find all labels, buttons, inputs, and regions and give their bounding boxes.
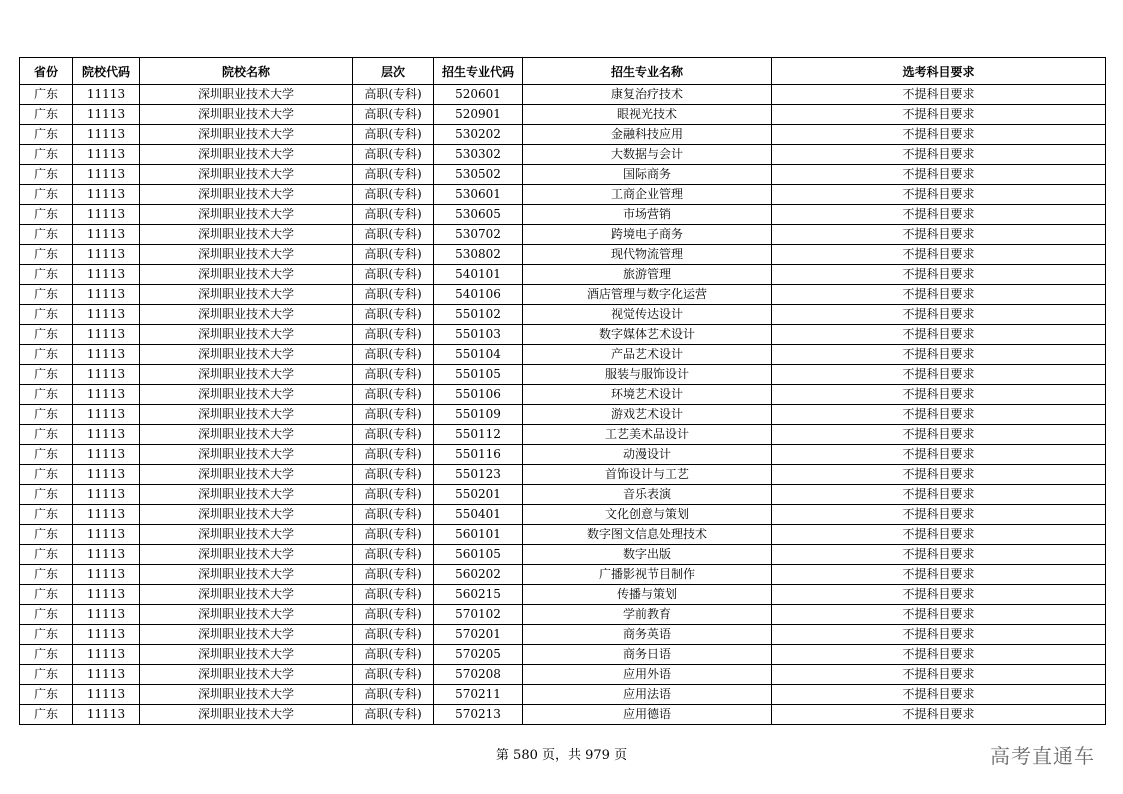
cell-major-name: 服装与服饰设计 [523,365,772,385]
cell-school-code: 11113 [73,705,140,725]
cell-province: 广东 [20,285,73,305]
cell-major-code: 570102 [434,605,523,625]
cell-subject-requirement: 不提科目要求 [772,405,1106,425]
cell-subject-requirement: 不提科目要求 [772,245,1106,265]
cell-school-code: 11113 [73,245,140,265]
watermark-logo-text: 高考直通车 [990,744,1095,768]
cell-major-name: 传播与策划 [523,585,772,605]
cell-school-name: 深圳职业技术大学 [140,585,353,605]
table-row [20,505,1106,525]
cell-major-code: 540106 [434,285,523,305]
cell-subject-requirement: 不提科目要求 [772,365,1106,385]
cell-major-name: 应用德语 [523,705,772,725]
cell-major-code: 530202 [434,125,523,145]
cell-province: 广东 [20,85,73,105]
cell-level: 高职(专科) [353,205,434,225]
cell-subject-requirement: 不提科目要求 [772,545,1106,565]
cell-major-name: 数字媒体艺术设计 [523,325,772,345]
cell-school-code: 11113 [73,165,140,185]
table-row [20,485,1106,505]
cell-school-code: 11113 [73,205,140,225]
cell-major-code: 550109 [434,405,523,425]
cell-school-name: 深圳职业技术大学 [140,285,353,305]
cell-major-code: 530802 [434,245,523,265]
cell-school-code: 11113 [73,105,140,125]
cell-subject-requirement: 不提科目要求 [772,125,1106,145]
cell-school-name: 深圳职业技术大学 [140,465,353,485]
cell-level: 高职(专科) [353,505,434,525]
cell-level: 高职(专科) [353,285,434,305]
cell-level: 高职(专科) [353,305,434,325]
cell-province: 广东 [20,185,73,205]
table-row [20,465,1106,485]
cell-school-name: 深圳职业技术大学 [140,385,353,405]
cell-province: 广东 [20,225,73,245]
cell-major-name: 工艺美术品设计 [523,425,772,445]
cell-subject-requirement: 不提科目要求 [772,525,1106,545]
admissions-table-container [19,57,1105,725]
cell-major-name: 游戏艺术设计 [523,405,772,425]
cell-province: 广东 [20,485,73,505]
column-header-school-name: 院校名称 [140,58,353,85]
table-row [20,305,1106,325]
admissions-table [19,57,1106,725]
cell-subject-requirement: 不提科目要求 [772,225,1106,245]
cell-school-name: 深圳职业技术大学 [140,225,353,245]
cell-major-name: 商务日语 [523,645,772,665]
cell-major-name: 跨境电子商务 [523,225,772,245]
cell-school-name: 深圳职业技术大学 [140,325,353,345]
cell-level: 高职(专科) [353,345,434,365]
cell-province: 广东 [20,425,73,445]
cell-province: 广东 [20,505,73,525]
table-row [20,405,1106,425]
cell-major-name: 工商企业管理 [523,185,772,205]
cell-school-name: 深圳职业技术大学 [140,205,353,225]
cell-major-code: 570201 [434,625,523,645]
table-row [20,145,1106,165]
cell-major-code: 530302 [434,145,523,165]
cell-level: 高职(专科) [353,185,434,205]
table-row [20,365,1106,385]
cell-major-name: 视觉传达设计 [523,305,772,325]
cell-province: 广东 [20,585,73,605]
cell-level: 高职(专科) [353,585,434,605]
cell-major-code: 530605 [434,205,523,225]
table-row [20,585,1106,605]
cell-school-name: 深圳职业技术大学 [140,305,353,325]
cell-province: 广东 [20,265,73,285]
cell-major-code: 550106 [434,385,523,405]
cell-school-code: 11113 [73,425,140,445]
table-row [20,625,1106,645]
table-header [20,58,1106,85]
cell-major-code: 570205 [434,645,523,665]
cell-school-name: 深圳职业技术大学 [140,685,353,705]
cell-major-code: 550401 [434,505,523,525]
cell-major-name: 金融科技应用 [523,125,772,145]
cell-province: 广东 [20,465,73,485]
cell-subject-requirement: 不提科目要求 [772,705,1106,725]
cell-major-code: 530702 [434,225,523,245]
cell-major-code: 560101 [434,525,523,545]
cell-province: 广东 [20,525,73,545]
column-header-province: 省份 [20,58,73,85]
table-row [20,325,1106,345]
cell-major-code: 550102 [434,305,523,325]
cell-major-name: 酒店管理与数字化运营 [523,285,772,305]
cell-major-name: 现代物流管理 [523,245,772,265]
cell-school-code: 11113 [73,405,140,425]
cell-school-code: 11113 [73,585,140,605]
table-row [20,165,1106,185]
cell-level: 高职(专科) [353,425,434,445]
cell-subject-requirement: 不提科目要求 [772,285,1106,305]
cell-province: 广东 [20,385,73,405]
cell-school-code: 11113 [73,625,140,645]
cell-school-name: 深圳职业技术大学 [140,125,353,145]
cell-subject-requirement: 不提科目要求 [772,325,1106,345]
cell-level: 高职(专科) [353,325,434,345]
cell-province: 广东 [20,445,73,465]
cell-subject-requirement: 不提科目要求 [772,605,1106,625]
cell-major-code: 530502 [434,165,523,185]
cell-subject-requirement: 不提科目要求 [772,565,1106,585]
table-row [20,205,1106,225]
cell-province: 广东 [20,245,73,265]
cell-province: 广东 [20,345,73,365]
cell-major-code: 560215 [434,585,523,605]
cell-school-code: 11113 [73,185,140,205]
cell-province: 广东 [20,605,73,625]
cell-school-name: 深圳职业技术大学 [140,605,353,625]
cell-province: 广东 [20,665,73,685]
cell-subject-requirement: 不提科目要求 [772,485,1106,505]
cell-school-name: 深圳职业技术大学 [140,265,353,285]
cell-subject-requirement: 不提科目要求 [772,425,1106,445]
cell-level: 高职(专科) [353,605,434,625]
cell-school-name: 深圳职业技术大学 [140,545,353,565]
table-row [20,665,1106,685]
cell-school-name: 深圳职业技术大学 [140,505,353,525]
cell-school-name: 深圳职业技术大学 [140,405,353,425]
cell-subject-requirement: 不提科目要求 [772,185,1106,205]
table-row [20,285,1106,305]
cell-major-name: 数字图文信息处理技术 [523,525,772,545]
cell-major-code: 550123 [434,465,523,485]
cell-school-name: 深圳职业技术大学 [140,245,353,265]
cell-subject-requirement: 不提科目要求 [772,205,1106,225]
cell-level: 高职(专科) [353,445,434,465]
cell-province: 广东 [20,705,73,725]
cell-school-code: 11113 [73,645,140,665]
cell-school-name: 深圳职业技术大学 [140,425,353,445]
cell-province: 广东 [20,685,73,705]
cell-major-code: 550201 [434,485,523,505]
table-row [20,345,1106,365]
cell-major-name: 产品艺术设计 [523,345,772,365]
table-row [20,245,1106,265]
cell-school-name: 深圳职业技术大学 [140,705,353,725]
header-row [20,58,1106,85]
cell-province: 广东 [20,125,73,145]
cell-school-code: 11113 [73,305,140,325]
cell-level: 高职(专科) [353,565,434,585]
cell-subject-requirement: 不提科目要求 [772,85,1106,105]
cell-province: 广东 [20,105,73,125]
cell-school-name: 深圳职业技术大学 [140,625,353,645]
cell-major-code: 540101 [434,265,523,285]
cell-school-code: 11113 [73,345,140,365]
cell-major-code: 570208 [434,665,523,685]
cell-subject-requirement: 不提科目要求 [772,165,1106,185]
cell-major-name: 商务英语 [523,625,772,645]
cell-level: 高职(专科) [353,685,434,705]
table-row [20,85,1106,105]
table-row [20,125,1106,145]
cell-province: 广东 [20,565,73,585]
cell-subject-requirement: 不提科目要求 [772,445,1106,465]
cell-school-code: 11113 [73,665,140,685]
cell-school-code: 11113 [73,385,140,405]
cell-subject-requirement: 不提科目要求 [772,645,1106,665]
cell-level: 高职(专科) [353,625,434,645]
cell-school-code: 11113 [73,225,140,245]
table-row [20,685,1106,705]
cell-level: 高职(专科) [353,105,434,125]
cell-level: 高职(专科) [353,645,434,665]
cell-major-name: 大数据与会计 [523,145,772,165]
cell-major-name: 环境艺术设计 [523,385,772,405]
cell-school-name: 深圳职业技术大学 [140,525,353,545]
cell-school-code: 11113 [73,505,140,525]
cell-school-name: 深圳职业技术大学 [140,345,353,365]
table-row [20,565,1106,585]
table-row [20,545,1106,565]
cell-school-code: 11113 [73,685,140,705]
table-row [20,265,1106,285]
cell-level: 高职(专科) [353,485,434,505]
table-row [20,225,1106,245]
cell-level: 高职(专科) [353,265,434,285]
cell-school-code: 11113 [73,265,140,285]
cell-major-code: 570213 [434,705,523,725]
cell-school-code: 11113 [73,445,140,465]
cell-level: 高职(专科) [353,85,434,105]
cell-school-name: 深圳职业技术大学 [140,645,353,665]
table-row [20,705,1106,725]
cell-school-name: 深圳职业技术大学 [140,145,353,165]
cell-subject-requirement: 不提科目要求 [772,625,1106,645]
cell-major-code: 550104 [434,345,523,365]
cell-major-code: 550112 [434,425,523,445]
cell-school-name: 深圳职业技术大学 [140,185,353,205]
cell-school-code: 11113 [73,285,140,305]
cell-subject-requirement: 不提科目要求 [772,305,1106,325]
cell-province: 广东 [20,625,73,645]
cell-school-code: 11113 [73,145,140,165]
cell-level: 高职(专科) [353,385,434,405]
table-row [20,445,1106,465]
cell-level: 高职(专科) [353,525,434,545]
cell-major-code: 530601 [434,185,523,205]
cell-school-name: 深圳职业技术大学 [140,365,353,385]
cell-subject-requirement: 不提科目要求 [772,265,1106,285]
cell-major-name: 康复治疗技术 [523,85,772,105]
cell-level: 高职(专科) [353,465,434,485]
cell-school-code: 11113 [73,605,140,625]
cell-province: 广东 [20,365,73,385]
cell-school-code: 11113 [73,565,140,585]
cell-school-code: 11113 [73,85,140,105]
cell-major-code: 550105 [434,365,523,385]
cell-subject-requirement: 不提科目要求 [772,385,1106,405]
cell-major-name: 数字出版 [523,545,772,565]
cell-major-code: 520901 [434,105,523,125]
cell-school-name: 深圳职业技术大学 [140,445,353,465]
cell-subject-requirement: 不提科目要求 [772,105,1106,125]
cell-level: 高职(专科) [353,545,434,565]
cell-major-name: 文化创意与策划 [523,505,772,525]
cell-province: 广东 [20,325,73,345]
cell-school-code: 11113 [73,545,140,565]
column-header-subject-requirement: 选考科目要求 [772,58,1106,85]
table-row [20,385,1106,405]
cell-province: 广东 [20,545,73,565]
cell-school-name: 深圳职业技术大学 [140,485,353,505]
cell-subject-requirement: 不提科目要求 [772,685,1106,705]
table-row [20,105,1106,125]
cell-school-code: 11113 [73,525,140,545]
cell-subject-requirement: 不提科目要求 [772,345,1106,365]
cell-major-code: 520601 [434,85,523,105]
table-row [20,525,1106,545]
cell-province: 广东 [20,305,73,325]
cell-major-code: 560105 [434,545,523,565]
cell-major-name: 首饰设计与工艺 [523,465,772,485]
cell-subject-requirement: 不提科目要求 [772,505,1106,525]
cell-level: 高职(专科) [353,145,434,165]
cell-major-name: 眼视光技术 [523,105,772,125]
cell-province: 广东 [20,645,73,665]
cell-level: 高职(专科) [353,405,434,425]
cell-major-code: 560202 [434,565,523,585]
cell-major-name: 学前教育 [523,605,772,625]
cell-major-code: 550103 [434,325,523,345]
cell-school-code: 11113 [73,325,140,345]
cell-major-name: 旅游管理 [523,265,772,285]
cell-level: 高职(专科) [353,165,434,185]
cell-major-code: 570211 [434,685,523,705]
cell-school-name: 深圳职业技术大学 [140,665,353,685]
cell-major-name: 应用法语 [523,685,772,705]
cell-level: 高职(专科) [353,365,434,385]
cell-major-name: 市场营销 [523,205,772,225]
cell-major-name: 国际商务 [523,165,772,185]
cell-school-code: 11113 [73,485,140,505]
cell-school-name: 深圳职业技术大学 [140,85,353,105]
cell-level: 高职(专科) [353,705,434,725]
cell-school-name: 深圳职业技术大学 [140,165,353,185]
column-header-major-name: 招生专业名称 [523,58,772,85]
cell-major-name: 广播影视节目制作 [523,565,772,585]
cell-subject-requirement: 不提科目要求 [772,665,1106,685]
column-header-level: 层次 [353,58,434,85]
cell-major-name: 动漫设计 [523,445,772,465]
cell-school-name: 深圳职业技术大学 [140,105,353,125]
cell-level: 高职(专科) [353,245,434,265]
table-row [20,425,1106,445]
cell-province: 广东 [20,145,73,165]
cell-school-name: 深圳职业技术大学 [140,565,353,585]
table-body [20,85,1106,725]
cell-subject-requirement: 不提科目要求 [772,465,1106,485]
cell-school-code: 11113 [73,465,140,485]
cell-level: 高职(专科) [353,125,434,145]
table-row [20,645,1106,665]
cell-major-name: 音乐表演 [523,485,772,505]
cell-school-code: 11113 [73,125,140,145]
cell-level: 高职(专科) [353,225,434,245]
column-header-school-code: 院校代码 [73,58,140,85]
cell-major-code: 550116 [434,445,523,465]
cell-province: 广东 [20,165,73,185]
table-row [20,605,1106,625]
cell-school-code: 11113 [73,365,140,385]
table-row [20,185,1106,205]
cell-province: 广东 [20,405,73,425]
page-number: 第 580 页，共 979 页 [495,748,628,763]
cell-level: 高职(专科) [353,665,434,685]
cell-subject-requirement: 不提科目要求 [772,145,1106,165]
cell-subject-requirement: 不提科目要求 [772,585,1106,605]
column-header-major-code: 招生专业代码 [434,58,523,85]
cell-province: 广东 [20,205,73,225]
cell-major-name: 应用外语 [523,665,772,685]
